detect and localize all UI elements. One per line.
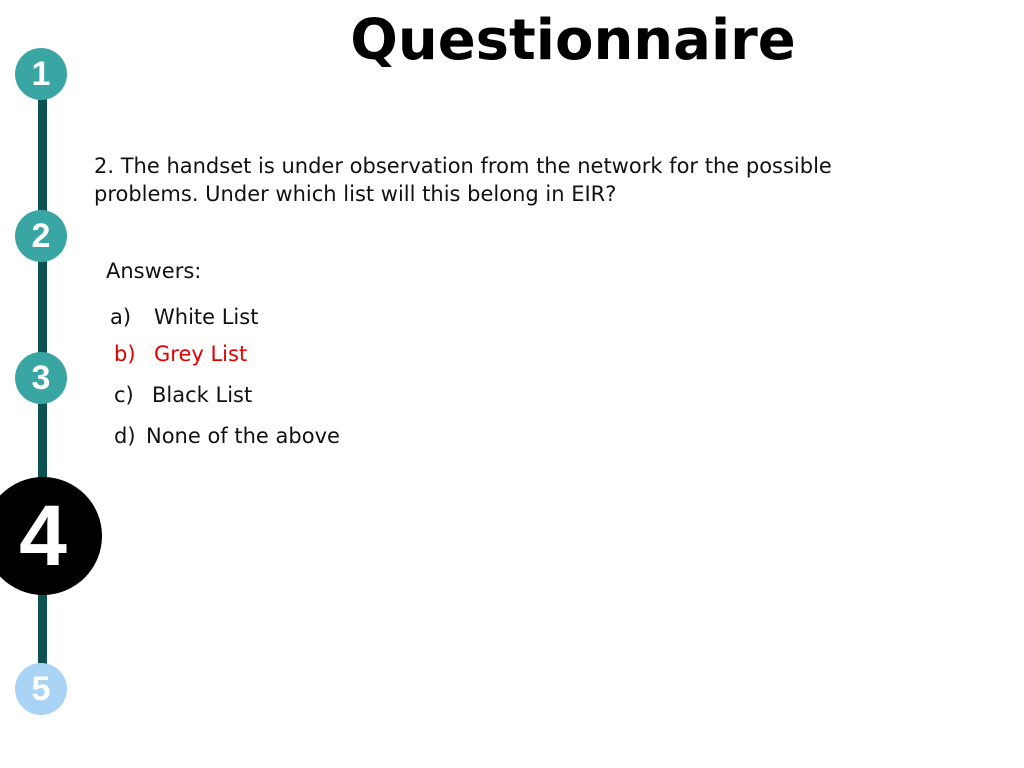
- answer-text: Black List: [152, 383, 253, 407]
- step-2-badge[interactable]: [15, 210, 67, 262]
- answer-option-a[interactable]: [110, 303, 258, 331]
- step-3-badge[interactable]: [15, 352, 67, 404]
- step-4-label: 4: [19, 487, 67, 584]
- answer-letter: a): [110, 305, 132, 329]
- answer-option-d[interactable]: [114, 422, 340, 450]
- answer-option-c[interactable]: [114, 381, 252, 409]
- question-text: 2. The handset is under observation from the network for the possible problems. Under which list will this belong in EIR?: [94, 154, 832, 206]
- answer-text: White List: [154, 305, 259, 329]
- answer-letter: c): [114, 383, 134, 407]
- answer-letter: b): [114, 342, 136, 366]
- step-5-badge[interactable]: [15, 663, 67, 715]
- answer-text: None of the above: [146, 424, 340, 448]
- answer-letter: d): [114, 424, 136, 448]
- step-5-label: 5: [31, 669, 51, 708]
- answers-label: Answers:: [106, 259, 202, 283]
- page-title: Questionnaire: [350, 8, 796, 73]
- answer-text: Grey List: [154, 342, 248, 366]
- step-1-label: 1: [31, 54, 51, 93]
- step-3-label: 3: [31, 358, 51, 397]
- answer-option-b[interactable]: [114, 340, 247, 368]
- step-2-label: 2: [31, 216, 51, 255]
- step-1-badge[interactable]: [15, 48, 67, 100]
- step-4-badge-current[interactable]: [0, 477, 102, 595]
